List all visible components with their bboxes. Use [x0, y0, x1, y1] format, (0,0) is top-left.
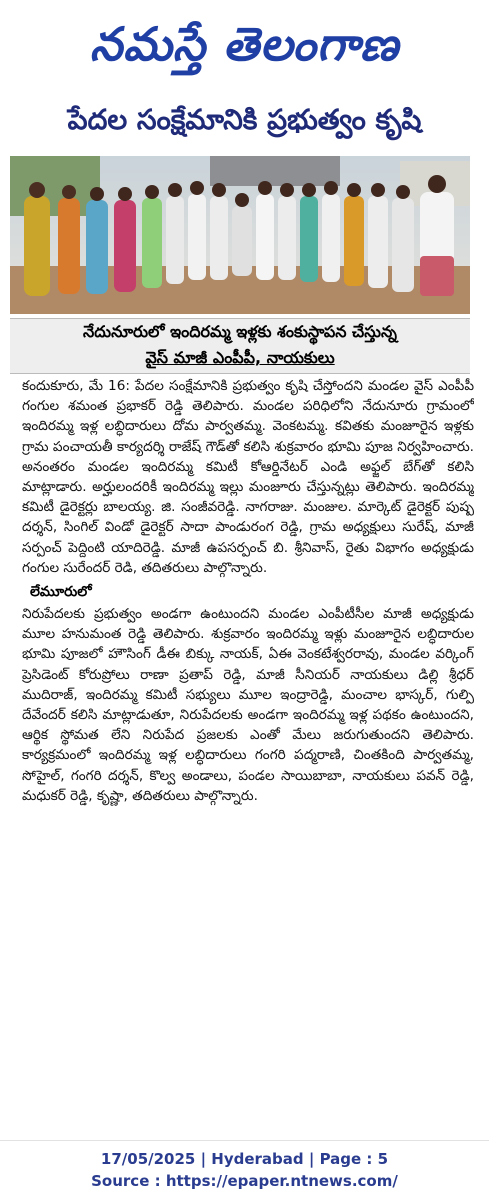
article-body — [22, 376, 474, 836]
article-paragraph-1 — [22, 376, 474, 578]
group-photo-illustration — [10, 156, 470, 314]
article-paragraph-2 — [22, 604, 474, 806]
footer-source: Source : https://epaper.ntnews.com/ — [91, 1172, 398, 1190]
footer-divider — [0, 1140, 489, 1141]
news-photo — [10, 156, 470, 314]
dateline: కందుకూరు, మే 16: — [22, 378, 130, 394]
paragraph-1-text: పేదల సంక్షేమానికి ప్రభుత్వం కృషి చేస్తోందని మండల వైస్ ఎంపీపీ గంగుల శమంత ప్రభాకర్ రెడ్డి తెలిపారు. మండల పరిధిలోని నేదునూరు గ్రామంలో ఇందిరమ్మ ఇళ్ల లబ్ధిదారులు దోమ పార్వతమ్మ. వెంకటమ్మ. కవితకు మంజూరైన ఇళ్లకు గ్రామ పంచాయతీ కార్యదర్శి రాజేష్ గౌడ్‌తో కలిసి శుక్రవారం భూమి పూజ నిర్వహించారు. అనంతరం మండల ఇందిరమ్మ కమిటీ కోఆర్డినేటర్ ఎండి అఫ్జల్ బేగ్‌తో కలిసి మాట్లాడారు. అర్హులందరికీ ఇందిరమ్మ ఇల్లు మంజూరు చేస్తున్నట్లు తెలిపారు. ఇందిరమ్మ కమిటీ డైరెక్టర్లు బాలయ్య. జి. సంజీవరెడ్డి. నాగరాజు. మంజుల. మార్కెట్ డైరెక్టర్ పుష్ప దర్శన్, సింగిల్ విండో డైరెక్టర్ సాదా పాండురంగ రెడ్డి, గ్రామ అధ్యక్షులు సురేష్, మాజీ సర్పంచ్ పెద్దింటి యాదిరెడ్డి. మాజీ ఉపసర్పంచ్ బి. శ్రీనివాస్, రైతు విభాగం అధ్యక్షుడు గంగుల సురేందర్ రెడి, తదితరులు పాల్గొన్నారు. — [22, 378, 474, 576]
caption-line-2: వైస్ మాజీ ఎంపీపీ, నాయకులు — [145, 348, 335, 367]
page-footer — [0, 1148, 489, 1198]
newspaper-masthead — [0, 0, 489, 88]
caption-line-1: నేదునూరులో ఇందిరమ్మ ఇళ్లకు శంకుస్థాపన చేస్తున్న — [83, 322, 397, 341]
paragraph-2-text: నిరుపేదలకు ప్రభుత్వం అండగా ఉంటుందని మండల ఎంపీటీసీల మాజీ అధ్యక్షుడు మూల హనుమంత రెడ్డి తెలిపారు. శుక్రవారం ఇందిరమ్మ ఇళ్లు మంజూరైన లబ్ధిదారుల భూమి పూజలో హౌసింగ్ డీఈ బిక్కు నాయక్, ఏఈ వెంకటేశ్వరరావు, మండల వర్కింగ్ ప్రెసిడెంట్ కోరుప్రోలు రాణా ప్రతాప్ రెడ్డి, మాజీ సీనియర్ నాయకులు డిల్లి శ్రీధర్ ముదిరాజ్, ఇందిరమ్మ కమిటీ సభ్యులు మూల ఇంద్రారెడ్డి, మంచాల భాస్కర్, గుల్పి దేవేందర్ కలిసి మాట్లాడుతూ, నిరుపేదలకు అండగా ఇందిరమ్మ ఇళ్ల పథకం ఉంటుందని, ఆర్థిక స్థోమత లేని నిరుపేద ప్రజలకు ఎంతో మేలు జరుగుతుందని తెలిపారు. కార్యక్రమంలో ఇందిరమ్మ ఇళ్ల లబ్ధిదారులు గంగరి పద్మరాణి, చింతకింది పార్వతమ్మ, సోహైల్, గంగరి దర్శన్, కొల్వ అండాలు, పండల సాయిబాబా, నాయకులు పవన్ రెడ్డి, మధుకర్ రెడ్డి, కృష్ణా, తదితరులు పాల్గొన్నారు. — [22, 606, 474, 804]
article-subheading: లేమూరులో — [30, 584, 92, 601]
headline-text: పేదల సంక్షేమానికి ప్రభుత్వం కృషి — [67, 103, 422, 136]
masthead-title: నమస్తే తెలంగాణ — [89, 17, 400, 71]
article-headline — [8, 94, 481, 146]
photo-caption — [10, 318, 470, 374]
footer-date-edition: 17/05/2025 | Hyderabad | Page : 5 — [100, 1150, 389, 1168]
